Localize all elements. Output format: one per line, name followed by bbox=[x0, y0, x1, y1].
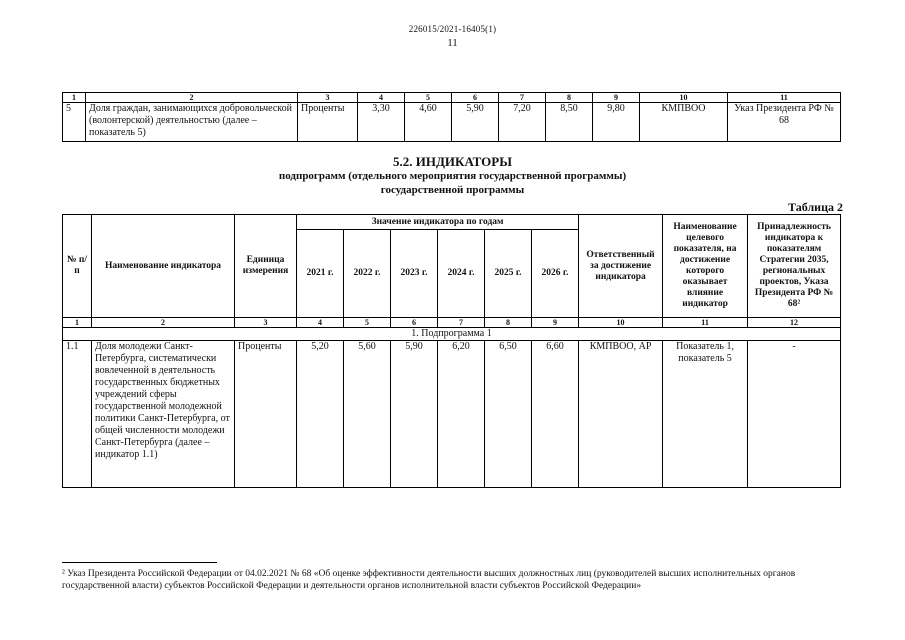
responsible-cell: КМПВОО bbox=[640, 103, 728, 142]
section-subtitle-line1: подпрограмм (отдельного мероприятия государственной программы) bbox=[278, 170, 627, 182]
responsible-cell: КМПВОО, АР bbox=[579, 341, 663, 488]
table2-header-row1 bbox=[63, 215, 841, 230]
col-number: 10 bbox=[579, 318, 663, 328]
col-number: 8 bbox=[546, 93, 593, 103]
table-row bbox=[63, 103, 841, 142]
header-target: Наименование целевого показателя, на достижение которого оказывает влияние индикатор bbox=[663, 215, 748, 318]
indicator-table-continuation bbox=[62, 92, 841, 142]
col-number: 1 bbox=[63, 93, 86, 103]
col-number: 3 bbox=[235, 318, 297, 328]
page-number: 11 bbox=[447, 37, 458, 49]
footnote: ² Указ Президента Российской Федерации от 04.02.2021 № 68 «Об оценке эффективности деятельности высших должностных лиц (руководителей высших исполнительных органов государственной власти) субъектов Российской Федерации и деятельности органов исполнительной власти субъектов Российской Федерации» bbox=[62, 569, 796, 591]
section-subtitle-line2: государственной программы bbox=[380, 184, 525, 196]
header-values-group: Значение индикатора по годам bbox=[297, 215, 579, 230]
indicator-name: Доля молодежи Санкт-Петербурга, систематически вовлеченной в деятельность государственных бюджетных учреждений сферы государственной молодежной политики Санкт-Петербурга, от общей численности молодежи Санкт-Петербурга (далее – индикатор 1.1) bbox=[92, 341, 235, 488]
value-cell: 5,90 bbox=[391, 341, 438, 488]
row-number: 5 bbox=[63, 103, 86, 142]
col-number: 10 bbox=[640, 93, 728, 103]
document-number: 226015/2021-16405(1) bbox=[408, 24, 497, 34]
col-number: 11 bbox=[663, 318, 748, 328]
value-cell: 3,30 bbox=[358, 103, 405, 142]
col-number: 9 bbox=[593, 93, 640, 103]
header-name: Наименование индикатора bbox=[92, 215, 235, 318]
subprogram-title: 1. Подпрограмма 1 bbox=[63, 328, 841, 341]
col-number: 2 bbox=[92, 318, 235, 328]
col-number: 9 bbox=[532, 318, 579, 328]
subprogram-row bbox=[63, 328, 841, 341]
col-number: 6 bbox=[452, 93, 499, 103]
table2-column-numbers bbox=[63, 318, 841, 328]
table1-column-numbers bbox=[63, 93, 841, 103]
col-number: 7 bbox=[499, 93, 546, 103]
value-cell: 6,50 bbox=[485, 341, 532, 488]
col-number: 2 bbox=[86, 93, 298, 103]
header-year: 2025 г. bbox=[485, 230, 532, 318]
col-number: 5 bbox=[405, 93, 452, 103]
col-number: 5 bbox=[344, 318, 391, 328]
section-title: 5.2. ИНДИКАТОРЫ bbox=[392, 154, 513, 169]
col-number: 8 bbox=[485, 318, 532, 328]
footnote-divider bbox=[62, 562, 217, 563]
col-number: 4 bbox=[297, 318, 344, 328]
header-num: № п/п bbox=[63, 215, 92, 318]
value-cell: 6,60 bbox=[532, 341, 579, 488]
value-cell: 5,60 bbox=[344, 341, 391, 488]
value-cell: 7,20 bbox=[499, 103, 546, 142]
value-cell: 8,50 bbox=[546, 103, 593, 142]
header-year: 2026 г. bbox=[532, 230, 579, 318]
value-cell: 5,90 bbox=[452, 103, 499, 142]
value-cell: 4,60 bbox=[405, 103, 452, 142]
unit: Проценты bbox=[298, 103, 358, 142]
table-row bbox=[63, 341, 841, 488]
header-belonging: Принадлежность индикатора к показателям Стратегии 2035, региональных проектов, Указа Президента РФ № 68² bbox=[748, 215, 841, 318]
row-number: 1.1 bbox=[63, 341, 92, 488]
belonging-cell: - bbox=[748, 341, 841, 488]
header-year: 2023 г. bbox=[391, 230, 438, 318]
header-year: 2024 г. bbox=[438, 230, 485, 318]
value-cell: 5,20 bbox=[297, 341, 344, 488]
target-cell: Показатель 1, показатель 5 bbox=[663, 341, 748, 488]
source-cell: Указ Президента РФ № 68 bbox=[728, 103, 841, 142]
col-number: 3 bbox=[298, 93, 358, 103]
col-number: 1 bbox=[63, 318, 92, 328]
value-cell: 6,20 bbox=[438, 341, 485, 488]
header-responsible: Ответственный за достижение индикатора bbox=[579, 215, 663, 318]
indicator-name: Доля граждан, занимающихся добровольческой (волонтерской) деятельностью (далее – показатель 5) bbox=[86, 103, 298, 142]
col-number: 11 bbox=[728, 93, 841, 103]
unit: Проценты bbox=[235, 341, 297, 488]
table-label: Таблица 2 bbox=[788, 200, 843, 214]
col-number: 4 bbox=[358, 93, 405, 103]
indicators-table bbox=[62, 214, 841, 488]
header-year: 2021 г. bbox=[297, 230, 344, 318]
header-unit: Единица измерения bbox=[235, 215, 297, 318]
value-cell: 9,80 bbox=[593, 103, 640, 142]
col-number: 12 bbox=[748, 318, 841, 328]
header-year: 2022 г. bbox=[344, 230, 391, 318]
col-number: 6 bbox=[391, 318, 438, 328]
col-number: 7 bbox=[438, 318, 485, 328]
